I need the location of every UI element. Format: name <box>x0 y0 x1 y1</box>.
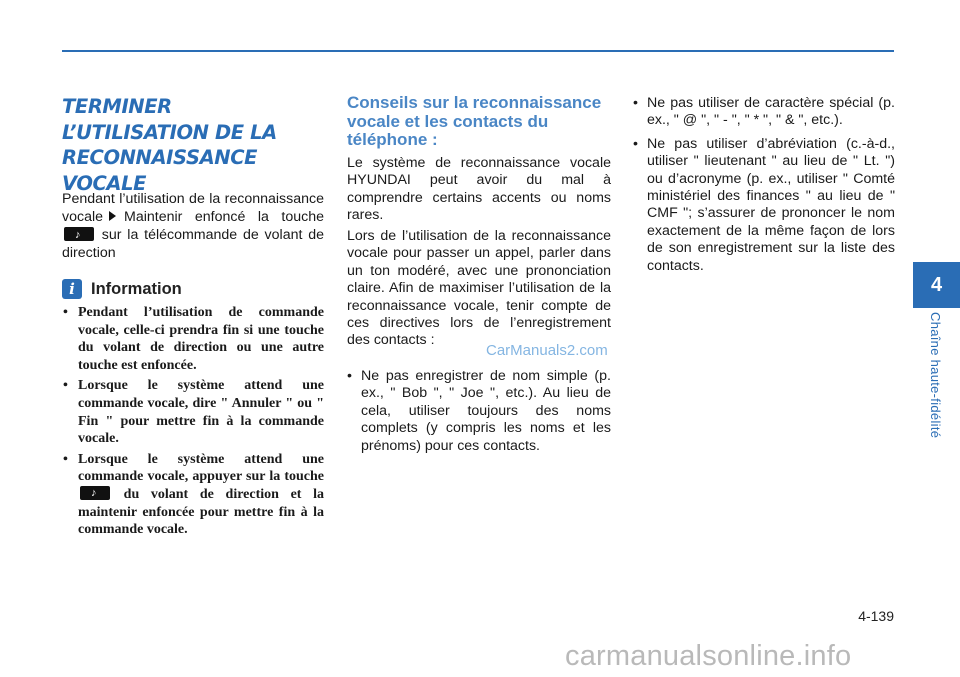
play-arrow-icon <box>109 211 116 221</box>
information-header <box>62 278 324 300</box>
tips-title: Conseils sur la reconnaissance vocale et les contacts du téléphone : <box>347 93 602 149</box>
info-icon: i <box>62 279 82 299</box>
chapter-tab: 4 <box>913 262 960 308</box>
section-title: TERMINER L’UTILISATION DE LA RECONNAISSANCE VOCALE <box>62 95 277 195</box>
header-rule <box>62 50 894 52</box>
tips-list-item: • Ne pas utiliser d’abréviation (c.-à-d., utiliser " lieutenant " au lieu de " Lt. ") ou d’acronyme (p. ex., utiliser " Comté ministériel des finances " au lieu de " CMF "; s’assurer de prononcer le nom exactement de la même façon de lors de son enregistrement sur la liste des contacts. <box>633 136 895 275</box>
watermark: CarManuals2.com <box>486 342 608 359</box>
tips-paragraph: Lors de l’utilisation de la reconnaissance vocale pour passer un appel, parler dans un ton modéré, avec une prononciation claire. Afin de maximiser l’utilisation de la reconnaissance vocale, tenir compte de ces directives lors de l’enregistrement des contacts : <box>347 228 611 349</box>
tips-list-continued <box>633 95 895 281</box>
chapter-label-text: Chaîne haute-fidélité <box>928 312 943 439</box>
voice-recognition-button-icon <box>80 486 110 500</box>
information-item: • Lorsque le système attend une commande vocale, dire " Annuler " ou " Fin " pour mettre fin à la commande vocale. <box>62 377 324 447</box>
voice-recognition-button-icon <box>64 227 94 241</box>
tips-list-item: • Ne pas utiliser de caractère spécial (p. ex., " @ ", " - ", " * ", " & ", etc.). <box>633 95 895 130</box>
tips-paragraph: Le système de reconnaissance vocale HYUNDAI peut avoir du mal à comprendre certains accents ou noms rares. <box>347 155 611 224</box>
intro-text-3: sur la télécommande de volant de direction <box>62 227 324 261</box>
intro-text-1: Pendant l’utilisation de la reconnaissance vocale <box>62 191 324 225</box>
information-title: Information <box>91 280 182 298</box>
information-item: • Pendant l’utilisation de commande vocale, celle-ci prendra fin si une touche du volant de direction ou une autre touche est enfoncée. <box>62 304 324 374</box>
page-number: 4-139 <box>858 608 894 624</box>
intro-paragraph <box>62 190 324 262</box>
footer-watermark: carmanualsonline.info <box>565 640 852 672</box>
tips-list <box>347 368 611 461</box>
information-item-text: Lorsque le système attend une commande vocale, appuyer sur la touche <box>78 451 324 485</box>
information-item-text: du volant de direction et la maintenir enfoncée pour mettre fin à la commande vocale. <box>78 486 325 538</box>
intro-text-2: Maintenir enfoncé la touche <box>124 209 324 225</box>
tips-list-item: • Ne pas enregistrer de nom simple (p. ex., " Bob ", " Joe ", etc.). Au lieu de cela, utiliser toujours des noms complets (y compris les noms et les prénoms) pour ces contacts. <box>347 368 611 455</box>
information-list <box>62 304 324 542</box>
information-item <box>62 451 324 539</box>
